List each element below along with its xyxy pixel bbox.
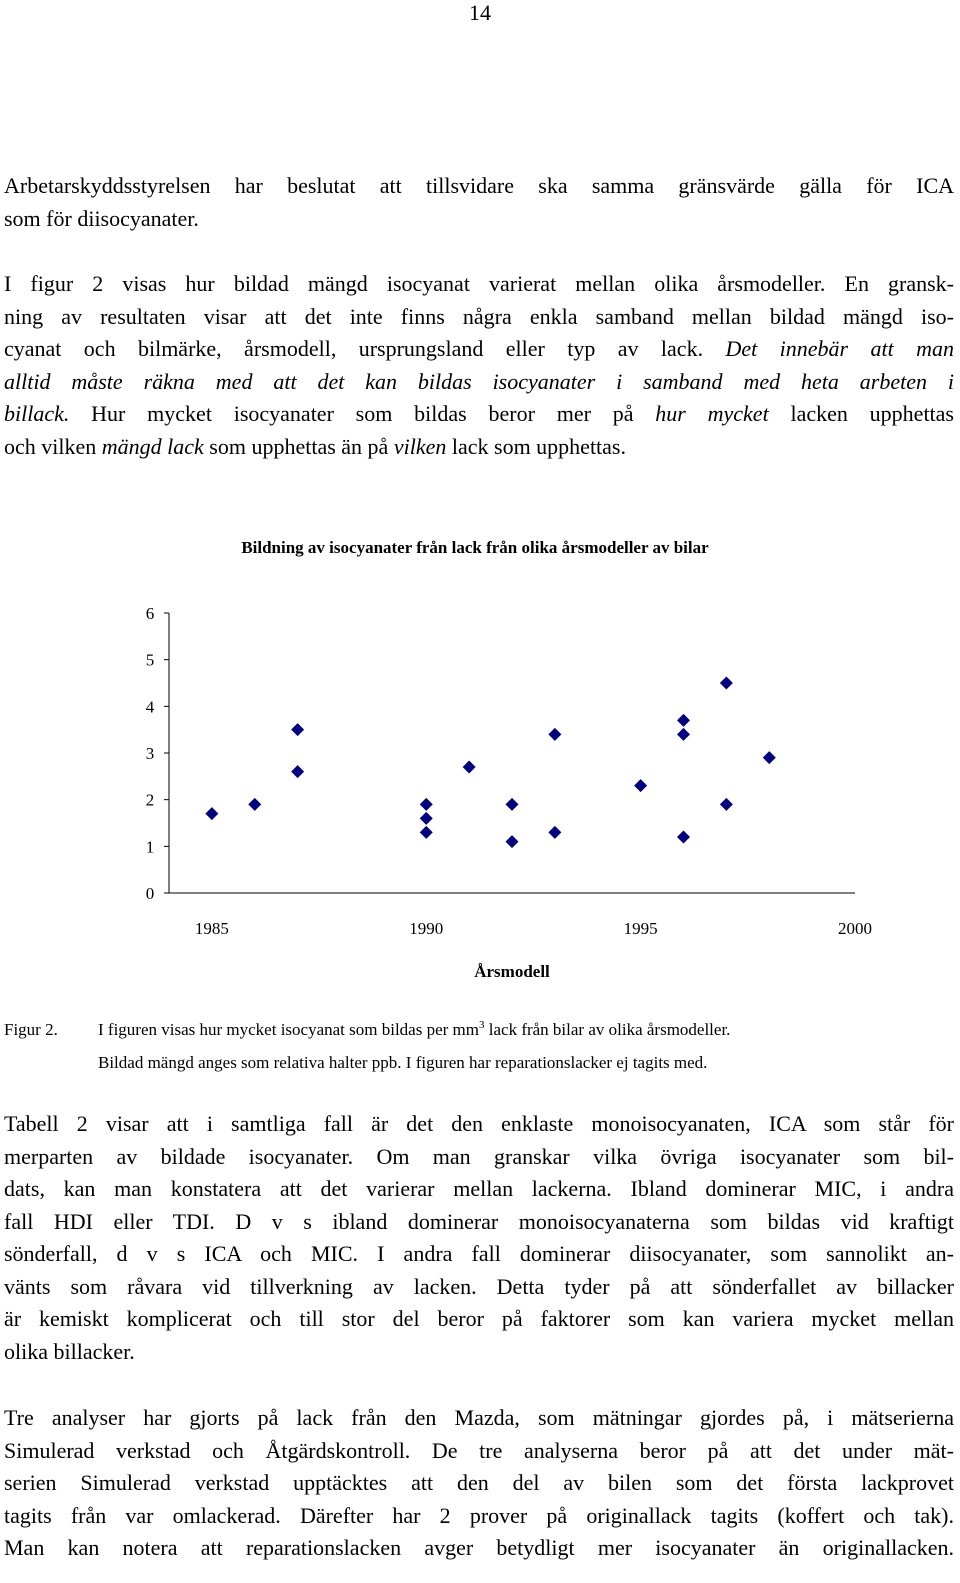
paragraph-2-line bbox=[4, 431, 954, 464]
y-tick-label: 6 bbox=[145, 604, 155, 623]
x-tick-label: 2000 bbox=[838, 919, 872, 938]
paragraph-2-emphasis: hur mycket bbox=[655, 401, 769, 426]
data-point bbox=[763, 751, 776, 764]
paragraph-2-text: som upphettas än på bbox=[203, 433, 394, 459]
scatter-chart bbox=[0, 520, 960, 990]
caption-line bbox=[98, 1013, 730, 1046]
x-tick-label: 1995 bbox=[623, 919, 658, 938]
caption-line: Bildad mängd anges som relativa halter ppb. I figuren har reparationslacker ej tagits med. bbox=[98, 1053, 708, 1072]
data-point bbox=[420, 798, 433, 811]
y-tick-label: 0 bbox=[145, 884, 155, 903]
paragraph-3-line: merparten av bildade isocyanater. Om man granskar vilka övriga isocyanater som bil- bbox=[4, 1143, 954, 1169]
paragraph-2-text: lacken upphettas bbox=[768, 401, 954, 426]
paragraph-2-line bbox=[4, 333, 954, 366]
chart-canvas bbox=[0, 520, 960, 990]
data-points bbox=[205, 677, 775, 849]
paragraph-2-line: ning av resultaten visar att det inte finns några enkla samband mellan bildad mängd iso- bbox=[4, 303, 954, 329]
data-point bbox=[506, 798, 519, 811]
caption-text: I figuren visas hur mycket isocyanat som bildas per mm bbox=[98, 1020, 479, 1039]
paragraph-2 bbox=[4, 268, 954, 463]
paragraph-3 bbox=[4, 1108, 954, 1368]
paragraph-4-line: serien Simulerad verkstad upptäcktes att den del av bilen som det första lackprovet bbox=[4, 1470, 954, 1495]
chart-title: Bildning av isocyanater från lack från olika årsmodeller av bilar bbox=[241, 538, 709, 557]
data-point bbox=[463, 761, 476, 774]
paragraph-4 bbox=[4, 1402, 954, 1565]
data-point bbox=[291, 723, 304, 736]
paragraph-1-line: Arbetarskyddsstyrelsen har beslutat att tillsvidare ska samma gränsvärde gälla för ICA bbox=[4, 173, 954, 198]
caption-superscript: 3 bbox=[479, 1019, 485, 1031]
data-point bbox=[720, 677, 733, 690]
paragraph-2-italic-text: Det innebär att man bbox=[725, 336, 954, 361]
paragraph-2-italic-line: alltid måste räkna med att det kan bildas isocyanater i samband med heta arbeten i bbox=[4, 368, 954, 394]
data-point bbox=[506, 835, 519, 848]
paragraph-2-text: Hur mycket isocyanater som bildas beror mer på bbox=[69, 401, 656, 426]
paragraph-2-emphasis: vilken bbox=[393, 433, 447, 459]
x-tick-label: 1985 bbox=[194, 919, 229, 938]
y-tick-label: 4 bbox=[145, 697, 155, 717]
data-point bbox=[420, 812, 433, 825]
data-point bbox=[291, 765, 304, 778]
paragraph-2-text: och vilken bbox=[4, 433, 102, 459]
y-tick-labels bbox=[146, 604, 169, 903]
paragraph-4-line: Tre analyser har gjorts på lack från den Mazda, som mätningar gjordes på, i mätserierna bbox=[4, 1405, 954, 1430]
data-point bbox=[677, 714, 690, 727]
paragraph-2-line: I figur 2 visas hur bildad mängd isocyanat varierat mellan olika årsmodeller. En gransk- bbox=[4, 271, 954, 296]
data-point bbox=[205, 807, 218, 820]
data-point bbox=[677, 728, 690, 741]
data-point bbox=[720, 798, 733, 811]
paragraph-3-line: fall HDI eller TDI. D v s ibland dominerar monoisocyanaterna som bildas vid kraftigt bbox=[4, 1208, 954, 1234]
y-tick-label: 1 bbox=[145, 837, 155, 857]
page-number: 14 bbox=[469, 0, 491, 25]
data-point bbox=[548, 728, 561, 741]
data-point bbox=[420, 826, 433, 839]
y-tick-label: 3 bbox=[145, 744, 155, 763]
paragraph-3-line: olika billacker. bbox=[4, 1338, 135, 1364]
paragraph-2-text: lack som upphettas. bbox=[446, 433, 626, 459]
paragraph-2-text: cyanat och bilmärke, årsmodell, ursprungsland eller typ av lack. bbox=[4, 336, 726, 361]
paragraph-3-line: är kemiskt komplicerat och till stor del beror på faktorer som kan variera mycket mellan bbox=[4, 1306, 954, 1331]
paragraph-2-italic-text: billack. bbox=[4, 401, 70, 426]
paragraph-3-line: sönderfall, d v s ICA och MIC. I andra fall dominerar diisocyanater, som sannolikt an- bbox=[4, 1241, 954, 1266]
y-tick-label: 5 bbox=[145, 650, 155, 670]
paragraph-4-line: Simulerad verkstad och Åtgärdskontroll. De tre analyserna beror på att det under mät- bbox=[4, 1437, 954, 1463]
caption-text: lack från bilar av olika årsmodeller. bbox=[484, 1020, 731, 1039]
paragraph-3-line: Tabell 2 visar att i samtliga fall är det den enklaste monoisocyanaten, ICA som står för bbox=[4, 1111, 954, 1136]
paragraph-3-line: vänts som råvara vid tillverkning av lacken. Detta tyder på att sönderfallet av billacker bbox=[4, 1273, 954, 1299]
data-point bbox=[248, 798, 261, 811]
paragraph-4-line: tagits från var omlackerad. Därefter har 2 prover på originallack tagits (koffert och tak). bbox=[4, 1502, 954, 1528]
y-tick-label: 2 bbox=[145, 790, 155, 810]
paragraph-1-line: som för diisocyanater. bbox=[4, 205, 199, 231]
x-tick-label: 1990 bbox=[409, 919, 444, 938]
figure-label: Figur 2. bbox=[4, 1020, 58, 1039]
x-axis-label: Årsmodell bbox=[474, 962, 550, 981]
data-point bbox=[548, 826, 561, 839]
data-point bbox=[634, 779, 647, 792]
figure-caption-text bbox=[98, 1013, 730, 1079]
x-tick-labels bbox=[195, 919, 872, 938]
paragraph-2-emphasis: mängd lack bbox=[101, 433, 204, 459]
paragraph-3-line: dats, kan man konstatera att det varierar mellan lackerna. Ibland dominerar MIC, i andra bbox=[4, 1176, 954, 1201]
paragraph-1 bbox=[4, 170, 954, 235]
data-point bbox=[677, 831, 690, 844]
paragraph-4-line: Man kan notera att reparationslacken avger betydligt mer isocyanater än originallacken. bbox=[4, 1535, 954, 1560]
paragraph-2-line bbox=[4, 398, 954, 431]
